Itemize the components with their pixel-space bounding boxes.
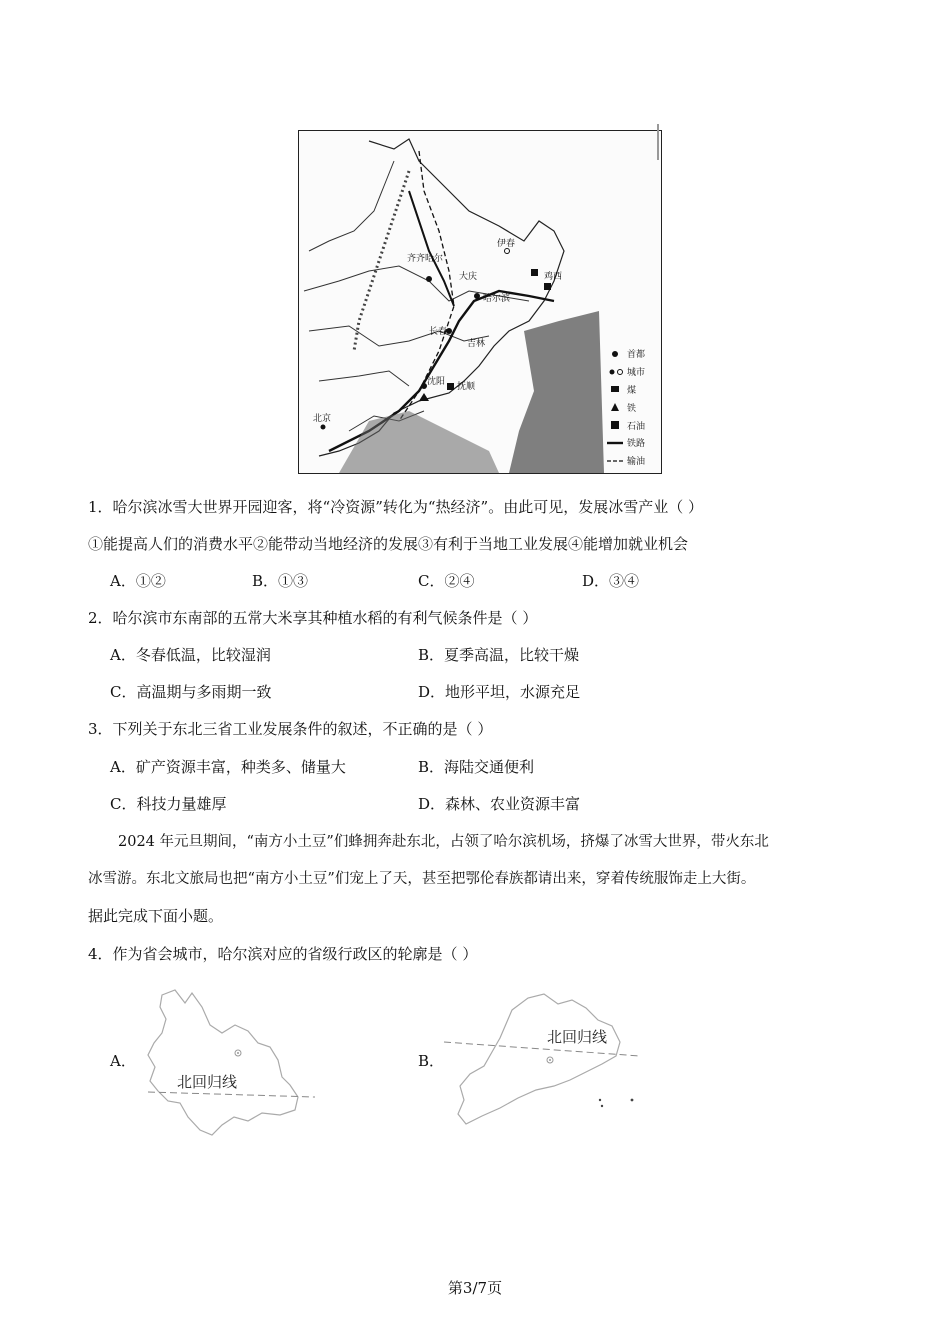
province-outline-a [140,985,340,1140]
northeast-china-map [298,130,662,474]
svg-text:沈阳: 沈阳 [427,377,446,387]
svg-text:北京: 北京 [313,414,332,424]
question-2-stem: 2．哈尔滨市东南部的五常大米享其种植水稻的有利气候条件是（ ） [88,609,538,627]
svg-text:铁路: 铁路 [627,439,646,449]
question-1-option-b: B．①③ [252,572,309,590]
passage-line-3: 据此完成下面小题。 [88,907,224,925]
svg-text:大庆: 大庆 [459,272,478,282]
svg-text:伊春: 伊春 [497,239,516,249]
question-2-option-d: D．地形平坦，水源充足 [418,683,581,701]
province-outline-b [440,990,650,1130]
svg-text:首都: 首都 [627,350,646,360]
svg-text:吉林: 吉林 [467,339,486,349]
passage-line-1: 2024 年元旦期间，“南方小土豆”们蜂拥奔赴东北，占领了哈尔滨机场，挤爆了冰雪大世界，带火东北 [118,834,769,850]
question-1-option-d: D．③④ [582,572,640,590]
svg-text:铁: 铁 [627,404,637,414]
tropic-label-b: 北回归线 [547,1028,608,1046]
page-number: 第3/7页 [447,1279,503,1297]
question-1-statements: ①能提高人们的消费水平②能带动当地经济的发展③有利于当地工业发展④能增加就业机会 [88,535,689,553]
question-4-option-a: A． [110,1052,136,1070]
question-3-option-d: D．森林、农业资源丰富 [418,795,581,813]
svg-text:石油: 石油 [627,422,646,432]
question-2-option-c: C．高温期与多雨期一致 [110,683,272,701]
svg-text:齐齐哈尔: 齐齐哈尔 [407,254,444,264]
question-3-option-a: A．矿产资源丰富，种类多、储量大 [110,758,346,776]
question-1-option-c: C．②④ [418,572,475,590]
svg-text:抚顺: 抚顺 [457,382,476,392]
question-1-option-a: A．①② [110,572,166,590]
svg-text:哈尔滨: 哈尔滨 [483,294,511,304]
question-3-option-b: B．海陆交通便利 [418,758,535,776]
question-2-option-a: A．冬春低温，比较湿润 [110,646,271,664]
map-edge-line [657,124,659,160]
svg-text:输油: 输油 [627,457,646,467]
svg-text:煤: 煤 [627,386,637,396]
map-legend [607,348,645,467]
tropic-label-a: 北回归线 [177,1073,238,1091]
question-3-option-c: C．科技力量雄厚 [110,795,227,813]
svg-text:城市: 城市 [627,368,646,378]
svg-text:长春: 长春 [429,327,448,337]
question-3-stem: 3．下列关于东北三省工业发展条件的叙述，不正确的是（ ） [88,720,493,738]
question-4-option-b: B． [418,1052,445,1070]
question-2-option-b: B．夏季高温，比较干燥 [418,646,580,664]
svg-text:鸡西: 鸡西 [544,272,563,282]
question-4-stem: 4．作为省会城市，哈尔滨对应的省级行政区的轮廓是（ ） [88,945,478,963]
passage-line-2: 冰雪游。东北文旅局也把“南方小土豆”们宠上了天，甚至把鄂伦春族都请出来，穿着传统服饰走上大街。 [88,871,756,887]
question-1-stem: 1．哈尔滨冰雪大世界开园迎客，将“冷资源”转化为“热经济”。由此可见，发展冰雪产业（ ） [88,498,703,516]
